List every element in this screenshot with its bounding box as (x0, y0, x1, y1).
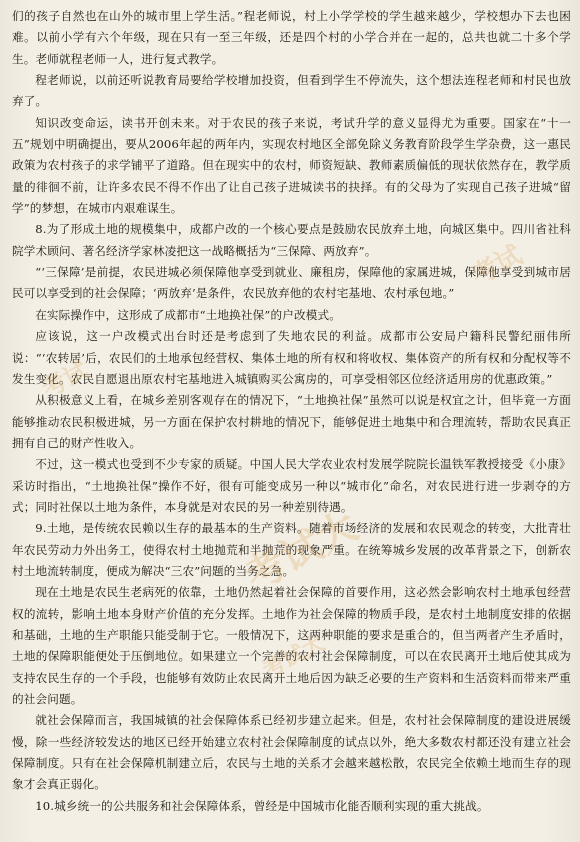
paragraph-4: 8.为了形成土地的规模集中，成都户改的一个核心要点是鼓励农民放弃土地，向城区集中。四川省社科院学术顾问、著名经济学家林凌把这一战略概括为“三保障、两放弃”。 (12, 222, 571, 258)
paragraph-7: 应该说，这一户改模式出台时还是考虑到了失地农民的利益。成都市公安局户籍科民警纪丽伟所说：“‘农转居’后，农民们的土地承包经营权、集体土地的所有权和将收权、集体资产的所有权和分配权等不发生变化。农民自愿退出原农村宅基地进入城镇购买公寓房的，可享受相邻区位经济适用房的优惠政策。” (12, 329, 571, 386)
paragraph-1: 们的孩子自然也在山外的城市里上学生活。”程老师说，村上小学学校的学生越来越少，学校想办下去也困难。以前小学有六个年级，现在只有一至三年级，还是四个村的小学合并在一起的，总共也就二十多个学生。老师就程老师一人，进行复式教学。 (12, 9, 571, 66)
paragraph-2: 程老师说，以前还听说教育局要给学校增加投资，但看到学生不停流失，这个想法连程老师和村民也放弃了。 (12, 73, 571, 109)
watermark-logo: 考试 (467, 240, 528, 292)
paragraph-5: “‘三保障’是前提，农民进城必须保障他享受到就业、廉租房，保障他的家属进城，保障他享受到城市居民可以享受到的社会保障；‘两放弃’是条件，农民放弃他的农村宅基地、农村承包地。” (12, 265, 571, 301)
paragraph-13: 10.城乡统一的公共服务和社会保障体系，曾经是中国城市化能否顺利实现的重大挑战。 (35, 798, 489, 813)
paragraph-9: 不过，这一模式也受到不少专家的质疑。中国人民大学农业农村发展学院院长温铁军教授接受《小康》采访时指出，“土地换社保”操作不好，很有可能变成另一种以“城市化”命名，对农民进行进一步剥夺的方式；同时社保以土地为条件，本身就是对农民的另一种差别待遇。 (12, 457, 571, 514)
watermark-logo: 考试 (37, 356, 93, 404)
paragraph-3: 知识改变命运，读书开创未来。对于农民的孩子来说，考试升学的意义显得尤为重要。国家在“十一五”规划中明确提出，要从2006年起的两年内，实现农村地区全部免除义务教育阶段学生学杂费，这一惠民政策为农村孩子的求学铺平了道路。但在现实中的农村，师资短缺、教师素质偏低的现状依然存在，教学质量的徘徊不前，让许多农民不得不作出了让自己孩子进城读书的抉择。有的父母为了实现自己孩子进城“留学”的梦想，在城市内艰难谋生。 (12, 115, 571, 216)
watermark-logo: 考试大 (237, 503, 366, 601)
paragraph-8: 从积极意义上看，在城乡差别客观存在的情况下，“土地换社保”虽然可以说是权宜之计，但毕竟一方面能够推动农民积极进城，另一方面在保护农村耕地的情况下，能够促进土地集中和合理流转，帮助农民真正拥有自己的财产性收入。 (12, 393, 571, 450)
watermark-logo: 考试大 (258, 630, 329, 684)
paragraph-6: 在实际操作中，这形成了成都市“土地换社保”的户改模式。 (35, 307, 341, 322)
paragraph-10: 9.土地，是传统农民赖以生存的最基本的生产资料。随着市场经济的发展和农民观念的转变，大批青壮年农民劳动力外出务工，使得农村土地抛荒和半抛荒的现象严重。在统筹城乡发展的改革背景之下，创新农村土地流转制度，便成为解决“三农”问题的当务之急。 (12, 521, 571, 578)
paragraph-12: 就社会保障而言，我国城镇的社会保障体系已经初步建立起来。但是，农村社会保障制度的建设进展缓慢，除一些经济较发达的地区已经开始建立农村社会保障制度的试点以外，绝大多数农村都还没有建立社会保障制度。只有在社会保障机制建立后，农民与土地的关系才会越来越松散，农民完全依赖土地而生存的现象才会真正弱化。 (12, 713, 571, 792)
paragraph-11: 现在土地是农民生老病死的依靠，土地仍然起着社会保障的首要作用，这必然会影响农村土地承包经营权的流转，影响土地本身财产价值的充分发挥。土地作为社会保障的物质手段，是农村土地制度安排的依据和基础，土地的生产职能只能受制于它。一般情况下，这两种职能的要求是重合的，但当两者产生矛盾时，土地的保障职能便处于压倒地位。如果建立一个完善的农村社会保障制度，可以在农民离开土地后使其成为支持农民生存的一个手段，也能够有效防止农民离开土地后因为缺乏必要的生产资料和生活资料而带来严重的社会问题。 (12, 585, 571, 706)
